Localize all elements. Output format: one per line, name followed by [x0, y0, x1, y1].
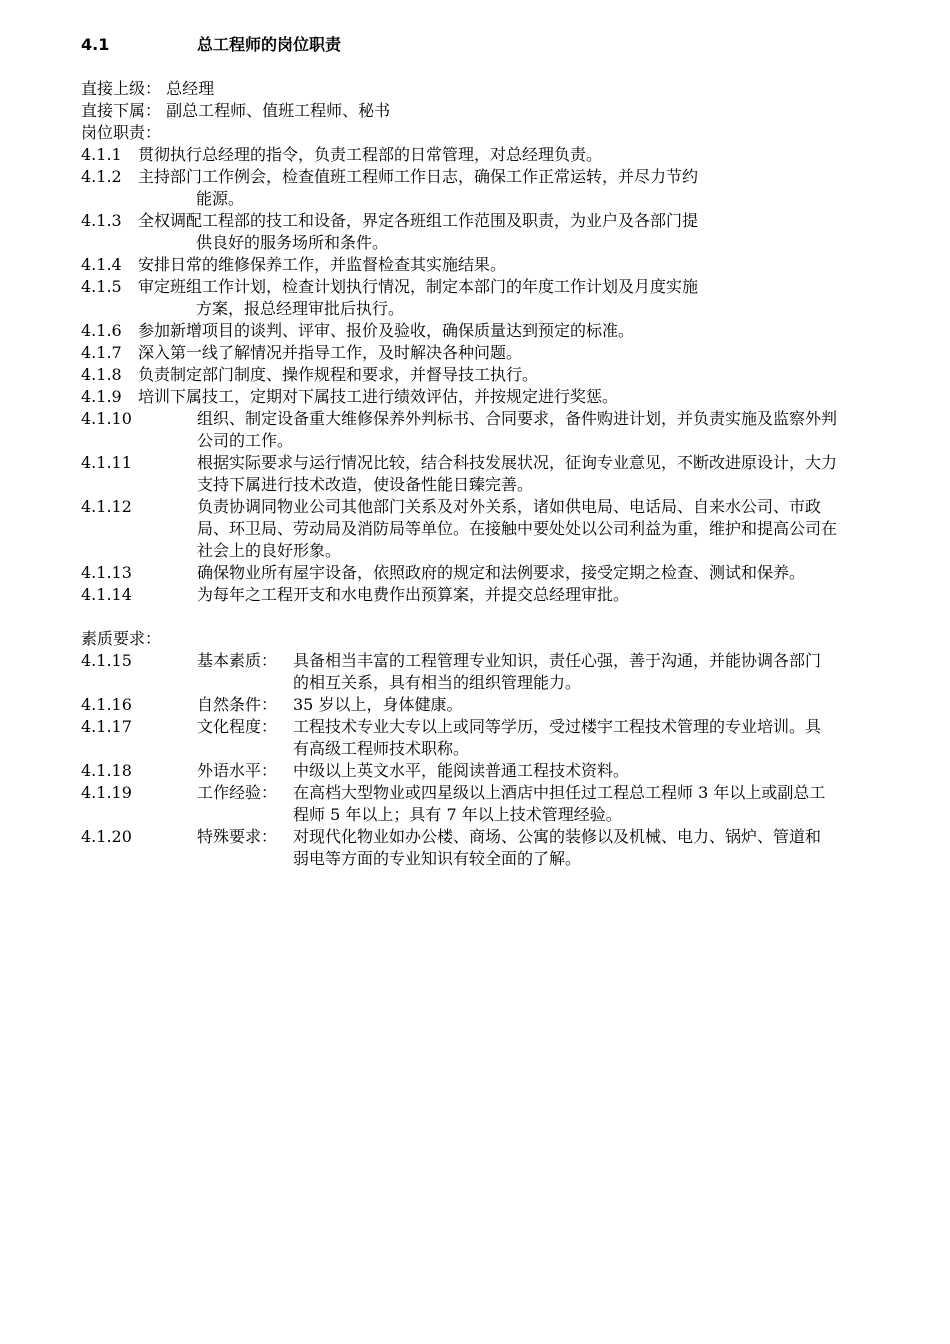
list-item [81, 364, 841, 386]
item-number: 4.1.8 [81, 365, 122, 384]
item-text: 工程技术专业大专以上或同等学历，受过楼宇工程技术管理的专业培训。具有高级工程师技术职称。 [293, 717, 822, 758]
item-number: 4.1.16 [81, 695, 132, 714]
list-item [81, 694, 841, 716]
item-text: 参加新增项目的谈判、评审、报价及验收，确保质量达到预定的标准。 [138, 321, 635, 340]
duties-list [81, 144, 841, 606]
item-text: 培训下属技工，定期对下属技工进行绩效评估，并按规定进行奖惩。 [138, 387, 619, 406]
direct-superior: 直接上级： 总经理 [81, 79, 215, 98]
item-label: 工作经验： [197, 783, 278, 802]
item-text: 深入第一线了解情况并指导工作，及时解决各种问题。 [138, 343, 523, 362]
duties-heading: 岗位职责： [81, 123, 162, 142]
item-number: 4.1.1 [81, 145, 122, 164]
list-item [81, 342, 841, 364]
section-heading [81, 34, 841, 56]
list-item [81, 166, 841, 210]
item-text: 在高档大型物业或四星级以上酒店中担任过工程总工程师 3 年以上或副总工程师 5 年以上；具有 7 年以上技术管理经验。 [293, 783, 826, 824]
list-item [81, 584, 841, 606]
item-number: 4.1.14 [81, 585, 132, 604]
list-item [81, 562, 841, 584]
list-item [81, 254, 841, 276]
item-text: 审定班组工作计划，检查计划执行情况，制定本部门的年度工作计划及月度实施 [138, 277, 699, 296]
document-page [81, 34, 841, 870]
qualifications-list [81, 650, 841, 870]
item-number: 4.1.9 [81, 387, 122, 406]
item-label: 自然条件： [197, 695, 278, 714]
list-item [81, 452, 841, 496]
list-item [81, 650, 841, 694]
item-number: 4.1.20 [81, 827, 132, 846]
item-text: 全权调配工程部的技工和设备，界定各班组工作范围及职责，为业户及各部门提 [138, 211, 699, 230]
item-number: 4.1.15 [81, 651, 132, 670]
item-number: 4.1.6 [81, 321, 122, 340]
list-item [81, 144, 841, 166]
item-number: 4.1.18 [81, 761, 132, 780]
list-item [81, 826, 841, 870]
item-text-continuation: 能源。 [196, 189, 245, 208]
item-text-continuation: 方案，报总经理审批后执行。 [196, 299, 405, 318]
item-number: 4.1.17 [81, 717, 132, 736]
list-item [81, 386, 841, 408]
item-number: 4.1.3 [81, 211, 122, 230]
item-number: 4.1.4 [81, 255, 122, 274]
spacer [81, 606, 841, 628]
item-text: 对现代化物业如办公楼、商场、公寓的装修以及机械、电力、锅炉、管道和弱电等方面的专业知识有较全面的了解。 [293, 827, 822, 868]
list-item [81, 782, 841, 826]
list-item [81, 716, 841, 760]
item-label: 特殊要求： [197, 827, 278, 846]
list-item [81, 408, 841, 452]
item-text: 35 岁以上，身体健康。 [293, 695, 463, 714]
item-number: 4.1.19 [81, 783, 132, 802]
item-text: 组织、制定设备重大维修保养外判标书、合同要求，备件购进计划，并负责实施及监察外判公司的工作。 [197, 409, 838, 450]
item-text: 确保物业所有屋宇设备，依照政府的规定和法例要求，接受定期之检查、测试和保养。 [197, 563, 806, 582]
item-text: 安排日常的维修保养工作，并监督检查其实施结果。 [138, 255, 507, 274]
list-item [81, 760, 841, 782]
list-item [81, 496, 841, 562]
item-number: 4.1.7 [81, 343, 122, 362]
item-text: 主持部门工作例会，检查值班工程师工作日志，确保工作正常运转，并尽力节约 [138, 167, 699, 186]
list-item [81, 320, 841, 342]
item-text: 为每年之工程开支和水电费作出预算案，并提交总经理审批。 [197, 585, 630, 604]
item-number: 4.1.11 [81, 453, 132, 472]
item-text: 中级以上英文水平，能阅读普通工程技术资料。 [293, 761, 630, 780]
item-text: 具备相当丰富的工程管理专业知识，责任心强，善于沟通，并能协调各部门的相互关系，具有相当的组织管理能力。 [293, 651, 822, 692]
item-text: 贯彻执行总经理的指令，负责工程部的日常管理，对总经理负责。 [138, 145, 603, 164]
item-number: 4.1.12 [81, 497, 132, 516]
item-number: 4.1.10 [81, 409, 132, 428]
item-text: 负责制定部门制度、操作规程和要求，并督导技工执行。 [138, 365, 539, 384]
list-item [81, 276, 841, 320]
item-number: 4.1.5 [81, 277, 122, 296]
direct-subordinates: 直接下属： 副总工程师、值班工程师、秘书 [81, 101, 391, 120]
list-item [81, 210, 841, 254]
item-number: 4.1.2 [81, 167, 122, 186]
qualifications-heading: 素质要求： [81, 629, 162, 648]
item-label: 外语水平： [197, 761, 278, 780]
item-label: 基本素质： [197, 651, 278, 670]
item-number: 4.1.13 [81, 563, 132, 582]
item-text: 根据实际要求与运行情况比较，结合科技发展状况，征询专业意见，不断改进原设计，大力支持下属进行技术改造，使设备性能日臻完善。 [197, 453, 838, 494]
item-text: 负责协调同物业公司其他部门关系及对外关系，诸如供电局、电话局、自来水公司、市政局、环卫局、劳动局及消防局等单位。在接触中要处处以公司利益为重，维护和提高公司在社会上的良好形象。 [197, 497, 838, 560]
section-number: 4.1 [81, 35, 110, 54]
item-label: 文化程度： [197, 717, 278, 736]
item-text-continuation: 供良好的服务场所和条件。 [196, 233, 389, 252]
section-title: 总工程师的岗位职责 [197, 35, 342, 54]
